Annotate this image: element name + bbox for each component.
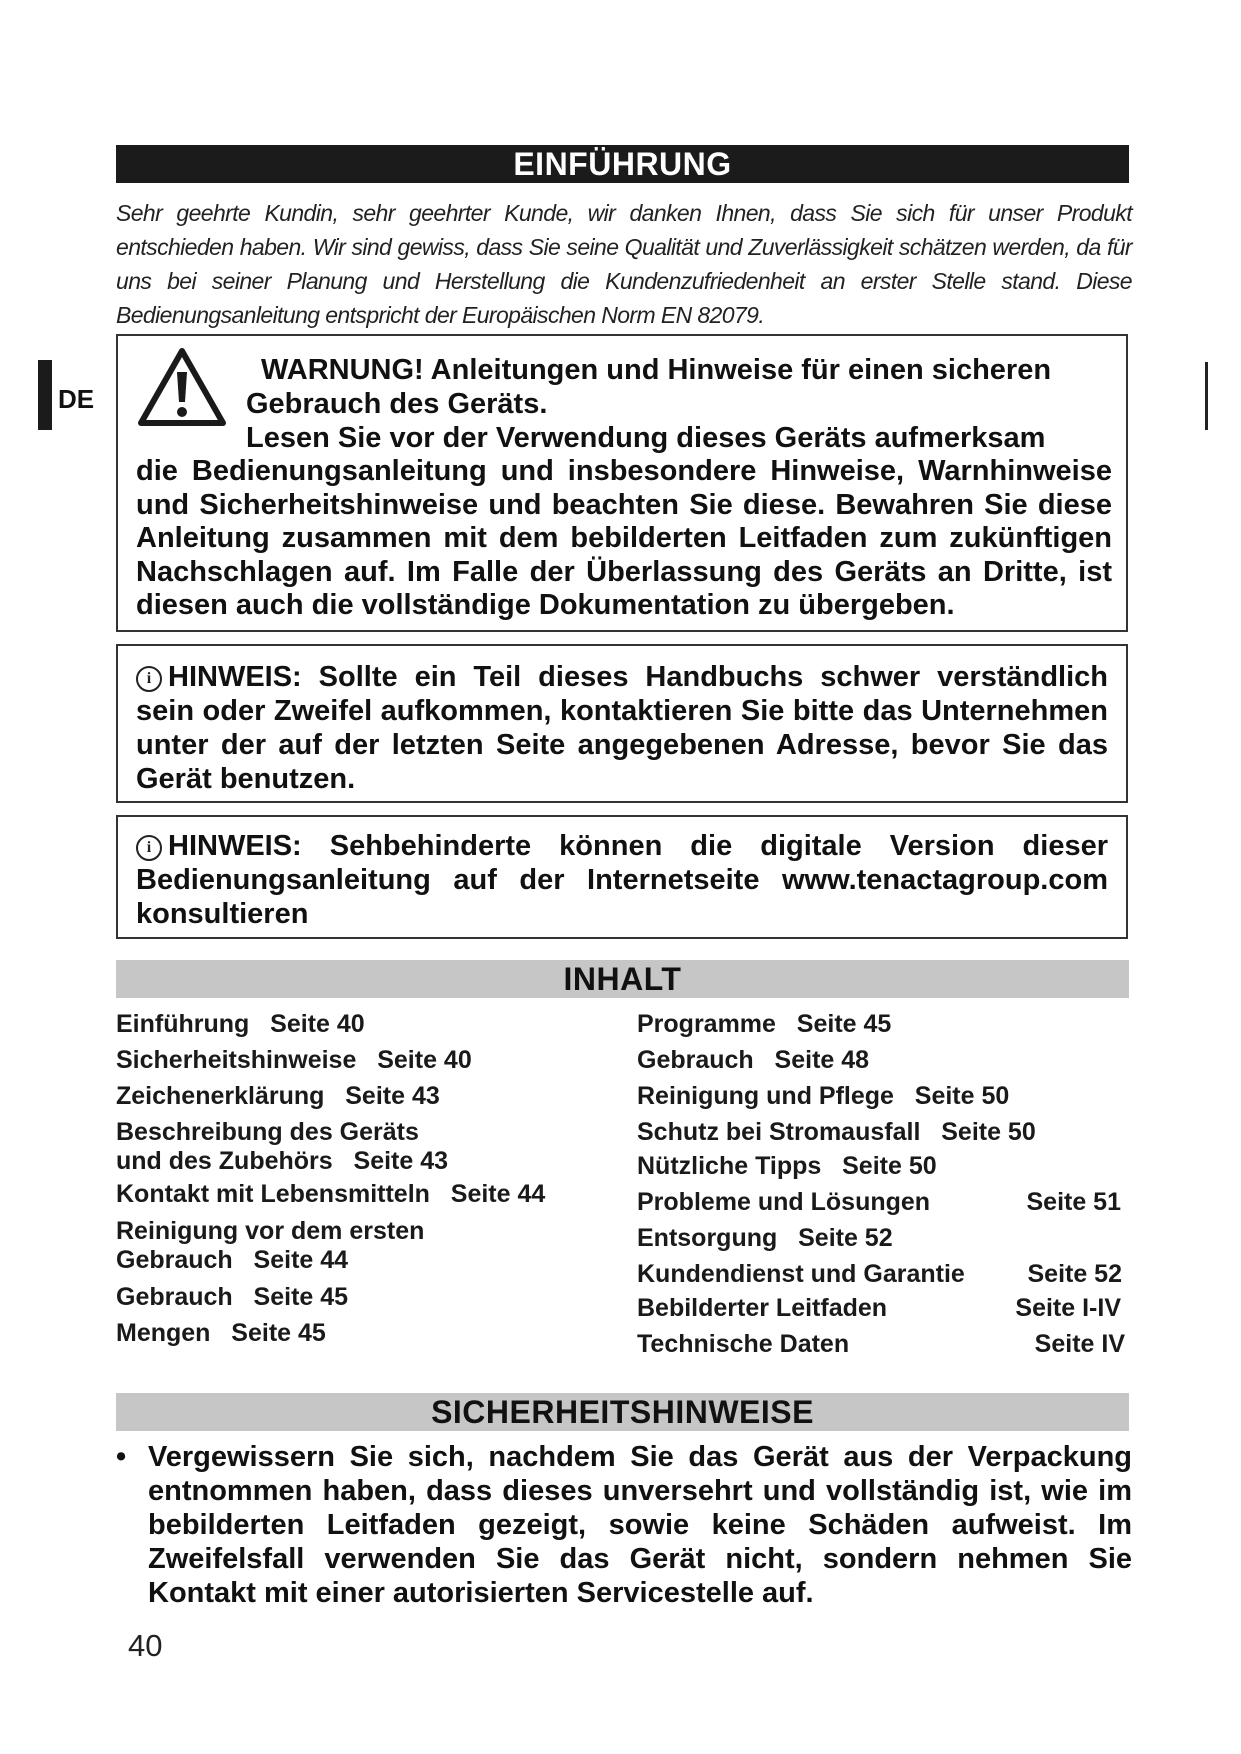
toc-item-page: Seite 45 [796,1010,892,1038]
toc-item[interactable] [637,1118,1036,1147]
toc-item[interactable] [116,1046,472,1075]
toc-item-page: Seite 50 [941,1118,1036,1146]
toc-item[interactable] [637,1330,1125,1359]
toc-item[interactable] [116,1283,348,1312]
toc-item-page: Seite 40 [377,1046,472,1074]
warning-title-cont: Gebrauch des Geräts. [246,388,548,420]
hint-box-1 [116,644,1128,803]
toc-item[interactable] [637,1224,893,1253]
toc-item[interactable] [637,1188,1121,1217]
hint-box-2 [116,815,1128,939]
toc-item-label: Entsorgung [637,1224,778,1252]
hint-2-text: HINWEIS: Sehbehinderte können die digitale Version dieser Bedienungsanleitung auf der Internetseite www.tenactagroup.com konsultieren [136,830,1108,930]
toc-item-page: Seite 44 [253,1246,349,1274]
toc-item[interactable] [637,1260,1122,1289]
toc-item-page: Seite I-IV [1015,1294,1121,1322]
safety-heading: SICHERHEITSHINWEISE [116,1393,1129,1431]
toc-item-label-cont: Gebrauch [116,1246,233,1274]
toc-item[interactable] [637,1046,869,1075]
toc-item-label: Bebilderter Leitfaden [637,1294,888,1322]
toc-item-page: Seite 43 [345,1082,440,1110]
toc-item-label: Technische Daten [637,1330,850,1358]
toc-item-page: Seite 52 [1027,1260,1122,1288]
info-icon: i [136,835,162,861]
toc-item-page: Seite 45 [231,1319,326,1347]
toc-item-label: Kontakt mit Lebensmitteln [116,1180,430,1208]
toc-item[interactable] [116,1010,365,1039]
page-number: 40 [128,1628,163,1663]
toc-item-label: Reinigung vor dem ersten [116,1217,425,1245]
toc-item[interactable] [116,1180,545,1209]
toc-item-label: Nützliche Tipps [637,1152,822,1180]
toc-item[interactable] [637,1082,1009,1111]
warning-body: die Bedienungsanleitung und insbesondere Hinweise, Warnhinweise und Sicherheitshinweise und beachten Sie diese. Bewahren Sie diese Anleitung zusammen mit dem bebilderten Leitfaden zum zukünftigen Nachschlagen auf. Im Falle der Überlassung des Geräts an Dritte, ist diesen auch die vollständige Dokumentation zu übergeben. [136,455,1112,621]
toc-item-label: Beschreibung des Geräts [116,1118,419,1146]
toc-item[interactable] [637,1294,1121,1323]
toc-item-label: Schutz bei Stromausfall [637,1118,921,1146]
toc-item[interactable] [116,1217,424,1275]
toc-item-label: Sicherheitshinweise [116,1046,357,1074]
toc-item[interactable] [637,1010,891,1039]
toc-item-label: Kundendienst und Garantie [637,1260,965,1288]
toc-item-label: Gebrauch [637,1046,754,1074]
toc-item-label-cont: und des Zubehörs [116,1147,333,1175]
warning-line-indent: Lesen Sie vor der Verwendung dieses Geräts aufmerksam [246,422,1046,454]
toc-item-label: Gebrauch [116,1283,233,1311]
toc-item[interactable] [116,1082,440,1111]
warning-title: WARNUNG! Anleitungen und Hinweise für einen sicheren [261,354,1052,386]
warning-triangle-icon [136,346,228,428]
hint-1-text-wrap [118,646,1126,796]
toc-item-page: Seite 51 [1026,1188,1121,1216]
intro-heading: EINFÜHRUNG [116,145,1129,183]
margin-mark [1205,362,1208,430]
toc-item[interactable] [116,1319,326,1348]
toc-item-page: Seite IV [1034,1330,1125,1358]
hint-1-text: HINWEIS: Sollte ein Teil dieses Handbuchs schwer verständlich sein oder Zweifel aufkommen, kontaktieren Sie bitte das Unternehmen unter der auf der letzten Seite angegebenen Adresse, bevor Sie das Gerät benutzen. [136,661,1108,795]
intro-paragraph: Sehr geehrte Kundin, sehr geehrter Kunde, wir danken Ihnen, dass Sie sich für unser Produkt entschieden haben. Wir sind gewiss, dass Sie seine Qualität und Zuverlässigkeit schätzen werden, da für uns bei seiner Planung und Herstellung die Kundenzufriedenheit an erster Stelle stand. Diese Bedienungsanleitung entspricht der Europäischen Norm EN 82079. [116,200,1132,328]
toc-item-label: Probleme und Lösungen [637,1188,931,1216]
language-tab-label: DE [58,384,95,414]
toc-item[interactable] [116,1118,448,1176]
toc-item-page: Seite 40 [270,1010,365,1038]
toc-item-label: Reinigung und Pflege [637,1082,894,1110]
warning-box [116,334,1128,632]
toc-item-page: Seite 50 [842,1152,937,1180]
hint-2-text-wrap [118,817,1126,931]
toc-item-label: Zeichenerklärung [116,1082,325,1110]
safety-item-text: Vergewissern Sie sich, nachdem Sie das Gerät aus der Verpackung entnommen haben, dass dieses unversehrt und vollständig ist, wie im bebilderten Leitfaden gezeigt, sowie keine Schäden aufweist. Im Zweifelsfall verwenden Sie das Gerät nicht, sondern nehmen Sie Kontakt mit einer autorisierten Servicestelle auf. [148,1441,1132,1609]
toc-item[interactable] [637,1152,937,1181]
info-icon: i [136,666,162,692]
toc-item-label: Einführung [116,1010,250,1038]
toc-item-page: Seite 43 [353,1147,449,1175]
toc-heading: INHALT [116,960,1129,998]
toc-item-page: Seite 44 [450,1180,546,1208]
safety-list-item [116,1440,1132,1610]
toc-item-label: Programme [637,1010,776,1038]
toc-item-page: Seite 45 [253,1283,349,1311]
language-tab-marker [38,360,52,430]
toc-item-label: Mengen [116,1319,211,1347]
toc-item-page: Seite 50 [914,1082,1010,1110]
toc-item-page: Seite 48 [774,1046,870,1074]
toc-item-page: Seite 52 [798,1224,893,1252]
bullet-marker: • [116,1441,127,1473]
